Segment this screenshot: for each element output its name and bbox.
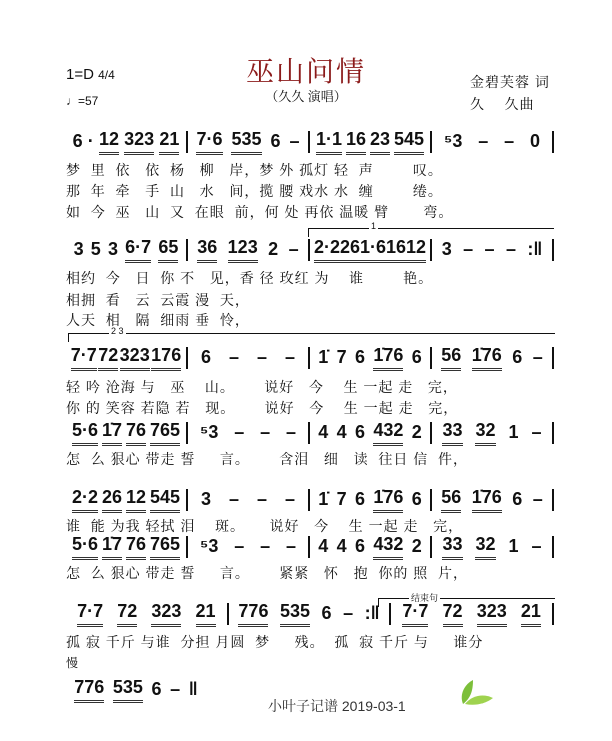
bar-line (552, 422, 554, 444)
song-title: 巫山问情 (245, 57, 366, 88)
note-group: 2·2 (72, 487, 98, 513)
note-group: 6 (512, 346, 523, 367)
note-group: 7·7 (71, 345, 97, 371)
measure (188, 237, 308, 263)
note-group: – (234, 535, 245, 556)
lyric-line: 怎 么 狠心 带走 誓 言。 紧紧 怀 抱 你的 照 片， (66, 565, 469, 581)
measure (66, 601, 227, 627)
note-group: 7·7 (402, 601, 428, 627)
note-group: 5 (90, 238, 101, 259)
note-group: – (463, 238, 474, 259)
note-group: – (256, 346, 267, 367)
note-group: 6 (512, 488, 523, 509)
measure (310, 129, 430, 155)
measure (432, 420, 552, 446)
measure (188, 536, 308, 559)
note-group: 7·6 (196, 129, 222, 155)
note-group: 545 (150, 487, 180, 513)
note-group: 72 (98, 345, 118, 371)
bar-line (552, 489, 554, 511)
note-group: – (531, 535, 542, 556)
note-group: – (260, 535, 271, 556)
volta-label: 2 3 (111, 326, 124, 336)
note-group: 56 (441, 345, 461, 371)
measure (66, 129, 186, 155)
note-group: 765 (150, 420, 180, 446)
bar-line (552, 131, 554, 153)
note-group: 5·6 (72, 534, 98, 560)
note-group: 123 (228, 237, 258, 263)
note-group: 16 (346, 129, 366, 155)
note-group: 6 (411, 346, 422, 367)
note-group: 1̇76 (472, 345, 502, 371)
note-group: 6 (270, 130, 281, 151)
note-group: ⁵3 (199, 535, 219, 556)
note-group: 432 (373, 420, 403, 446)
measure (432, 131, 552, 154)
lyric-line: 相约 今 日 你 不 见，香 径 玫红 为 谁 艳。 (66, 270, 434, 286)
measure (391, 601, 552, 627)
note-group: 1̇ (318, 346, 329, 367)
note-group: 21 (159, 129, 179, 155)
key-signature (66, 66, 115, 83)
note-group: – (532, 488, 543, 509)
notation-row (66, 238, 554, 262)
note-group: 1̇7 (102, 534, 122, 560)
note-group: 56 (441, 487, 461, 513)
note-group: 1612 (386, 237, 426, 263)
bar-line (552, 239, 554, 261)
tempo-mark: 慢 (66, 656, 79, 670)
note-group: 36 (197, 237, 217, 263)
time-signature: 4/4 (98, 68, 115, 82)
note-group: 535 (231, 129, 261, 155)
note-group: 535 (280, 601, 310, 627)
note-group: 7·7 (77, 601, 103, 627)
note-group: – (532, 346, 543, 367)
note-group: 72 (117, 601, 137, 627)
lyric-line: 怎 么 狠心 带走 誓 言。 含泪 细 读 往日 信 件， (66, 451, 469, 467)
note-group: 6 (200, 346, 211, 367)
volta-2-3 (68, 326, 555, 342)
note-group: 4 (336, 421, 347, 442)
lyric-line: 轻 吟 沧海 与 巫 山。 说好 今 生 一起 走 完， (66, 379, 458, 395)
measure (310, 487, 430, 513)
notation-row (66, 678, 206, 702)
lyric-line: 人天 相 隔 细雨 垂 怜， (66, 312, 250, 328)
note-group: – (234, 421, 245, 442)
note-group: 2 (411, 421, 422, 442)
note-group: – (478, 130, 489, 151)
measure (66, 420, 186, 446)
note-group: – (288, 238, 299, 259)
note-group: 5·6 (72, 420, 98, 446)
measure (310, 345, 430, 371)
measure (432, 534, 552, 560)
lyric-line: 梦 里 依 依 杨 柳 岸，梦 外 孤灯 轻 声 叹。 (66, 162, 443, 178)
note-group: 32 (475, 420, 495, 446)
measure (310, 420, 430, 446)
note-group: – (484, 238, 495, 259)
note-group: – (228, 346, 239, 367)
lyric-line: 你 的 笑容 若隐 若 现。 说好 今 生 一起 走 完， (66, 400, 459, 416)
note-group: – (286, 421, 297, 442)
tempo: ♩=57 (66, 94, 99, 108)
volta-1 (308, 221, 554, 237)
note-group: 765 (150, 534, 180, 560)
note-group: 545 (394, 129, 424, 155)
note-group: 26 (340, 237, 360, 263)
measure (310, 534, 430, 560)
note-group: 76 (126, 534, 146, 560)
note-group: 1·1 (316, 129, 342, 155)
lyric-line: 如 今 巫 山 又 在眼 前，何 处 再依 温暖 臂 弯。 (66, 204, 454, 220)
note-group: – (531, 421, 542, 442)
notation-row (66, 421, 554, 445)
note-group: 323 (151, 601, 181, 627)
key: 1=D (66, 66, 94, 83)
note-group: 3 (200, 488, 211, 509)
notation-row (66, 488, 554, 512)
note-group: 4 (336, 535, 347, 556)
note-group: 26 (102, 487, 122, 513)
note-group: 3 (73, 238, 84, 259)
lyric-line: 孤 寂 千斤 与谁 分担 月圆 梦 残。 孤 寂 千斤 与 谁分 (66, 634, 484, 650)
note-group: 7 (336, 488, 347, 509)
note-group: 6 (321, 602, 332, 623)
note-group: 6 (411, 488, 422, 509)
note-group: 33 (442, 534, 462, 560)
note-group: – (170, 678, 181, 699)
note-group: 6 (354, 488, 365, 509)
note-group: – (505, 238, 516, 259)
note-group: 323 (477, 601, 507, 627)
note-group: 76 (126, 420, 146, 446)
note-group: 21 (196, 601, 216, 627)
note-group: 6·7 (125, 237, 151, 263)
lyric-line: 那 年 牵 手 山 水 间，揽 腰 戏水 水 缠 绻。 (66, 183, 443, 199)
note-group: ⁵3 (443, 130, 463, 151)
note-group: 1̇76 (472, 487, 502, 513)
note-group: 72 (443, 601, 463, 627)
note-group: 1·6 (360, 237, 386, 263)
volta-label: 1 (371, 221, 377, 231)
note-group: 1̇7 (102, 420, 122, 446)
note-group: 1̇76 (373, 345, 403, 371)
note-group: 23 (370, 129, 390, 155)
note-group: 1̇ (318, 488, 329, 509)
measure (188, 422, 308, 445)
note-group: – (284, 346, 295, 367)
note-group: 323 (124, 129, 154, 155)
note-group: 7 (336, 346, 347, 367)
note-group: 4 (318, 421, 329, 442)
note-group: 1 (508, 421, 519, 442)
note-group: 32 (475, 534, 495, 560)
measure (66, 677, 206, 703)
note-group: 0 (530, 130, 541, 151)
note-group: – (504, 130, 515, 151)
notation-row (66, 130, 554, 154)
note-group: 4 (318, 535, 329, 556)
note-group: 3 (441, 238, 452, 259)
singer: （久久 演唱） (265, 89, 347, 104)
lyric-line: 相拥 看 云 云霞 漫 天， (66, 292, 250, 308)
note-group: – (284, 488, 295, 509)
note-group: 33 (442, 420, 462, 446)
note-group: 2·2 (314, 237, 340, 263)
note-group: 776 (238, 601, 268, 627)
composer: 久 久曲 (470, 96, 535, 112)
lyricist: 金碧芙蓉 词 (470, 74, 550, 90)
note-group: – (286, 535, 297, 556)
lyric-line: 谁 能 为我 轻拭 泪 斑。 说好 今 生 一起 走 完， (66, 518, 464, 534)
note-group: · (87, 130, 94, 151)
notation-row (66, 535, 554, 559)
note-group: 432 (373, 534, 403, 560)
note-group: 6 (354, 421, 365, 442)
measure (66, 534, 186, 560)
measure (188, 489, 308, 512)
note-group: 2 (268, 238, 279, 259)
note-group: – (343, 602, 354, 623)
note-group: 176 (151, 345, 181, 371)
note-group: 6 (354, 535, 365, 556)
note-group: 1̇76 (373, 487, 403, 513)
measure (66, 237, 186, 263)
measure (229, 601, 390, 627)
note-group: 323 (120, 345, 150, 371)
note-group: 6 (72, 130, 83, 151)
bar-line (552, 347, 554, 369)
note-group: – (260, 421, 271, 442)
measure (310, 237, 430, 263)
note-group: 65 (158, 237, 178, 263)
bar-line (552, 603, 554, 625)
note-group: – (228, 488, 239, 509)
measure (432, 345, 552, 371)
measure (66, 487, 186, 513)
watermark: 小叶子记谱 2019-03-1 (268, 698, 406, 714)
note-group: 776 (74, 677, 104, 703)
note-group: 12 (126, 487, 146, 513)
measure (432, 239, 552, 262)
note-group: 3 (107, 238, 118, 259)
note-group: 6 (151, 678, 162, 699)
note-group: 6 (354, 346, 365, 367)
note-group: :‖ (364, 602, 380, 623)
leaf-icon (455, 680, 495, 706)
note-group: 1 (508, 535, 519, 556)
note-group: 2 (411, 535, 422, 556)
bar-line (552, 536, 554, 558)
measure (188, 347, 308, 370)
measure (432, 487, 552, 513)
volta-label: 结束句 (411, 593, 439, 603)
note-group: – (256, 488, 267, 509)
note-group: – (289, 130, 300, 151)
notation-row (66, 346, 554, 370)
note-group: 12 (99, 129, 119, 155)
measure (188, 129, 308, 155)
note-group: 21 (521, 601, 541, 627)
note-group: ⁵3 (199, 421, 219, 442)
note-group: 535 (113, 677, 143, 703)
note-group: :‖ (527, 238, 543, 259)
note-group: ‖ (188, 678, 198, 699)
notation-row (66, 602, 554, 626)
measure (66, 345, 186, 371)
